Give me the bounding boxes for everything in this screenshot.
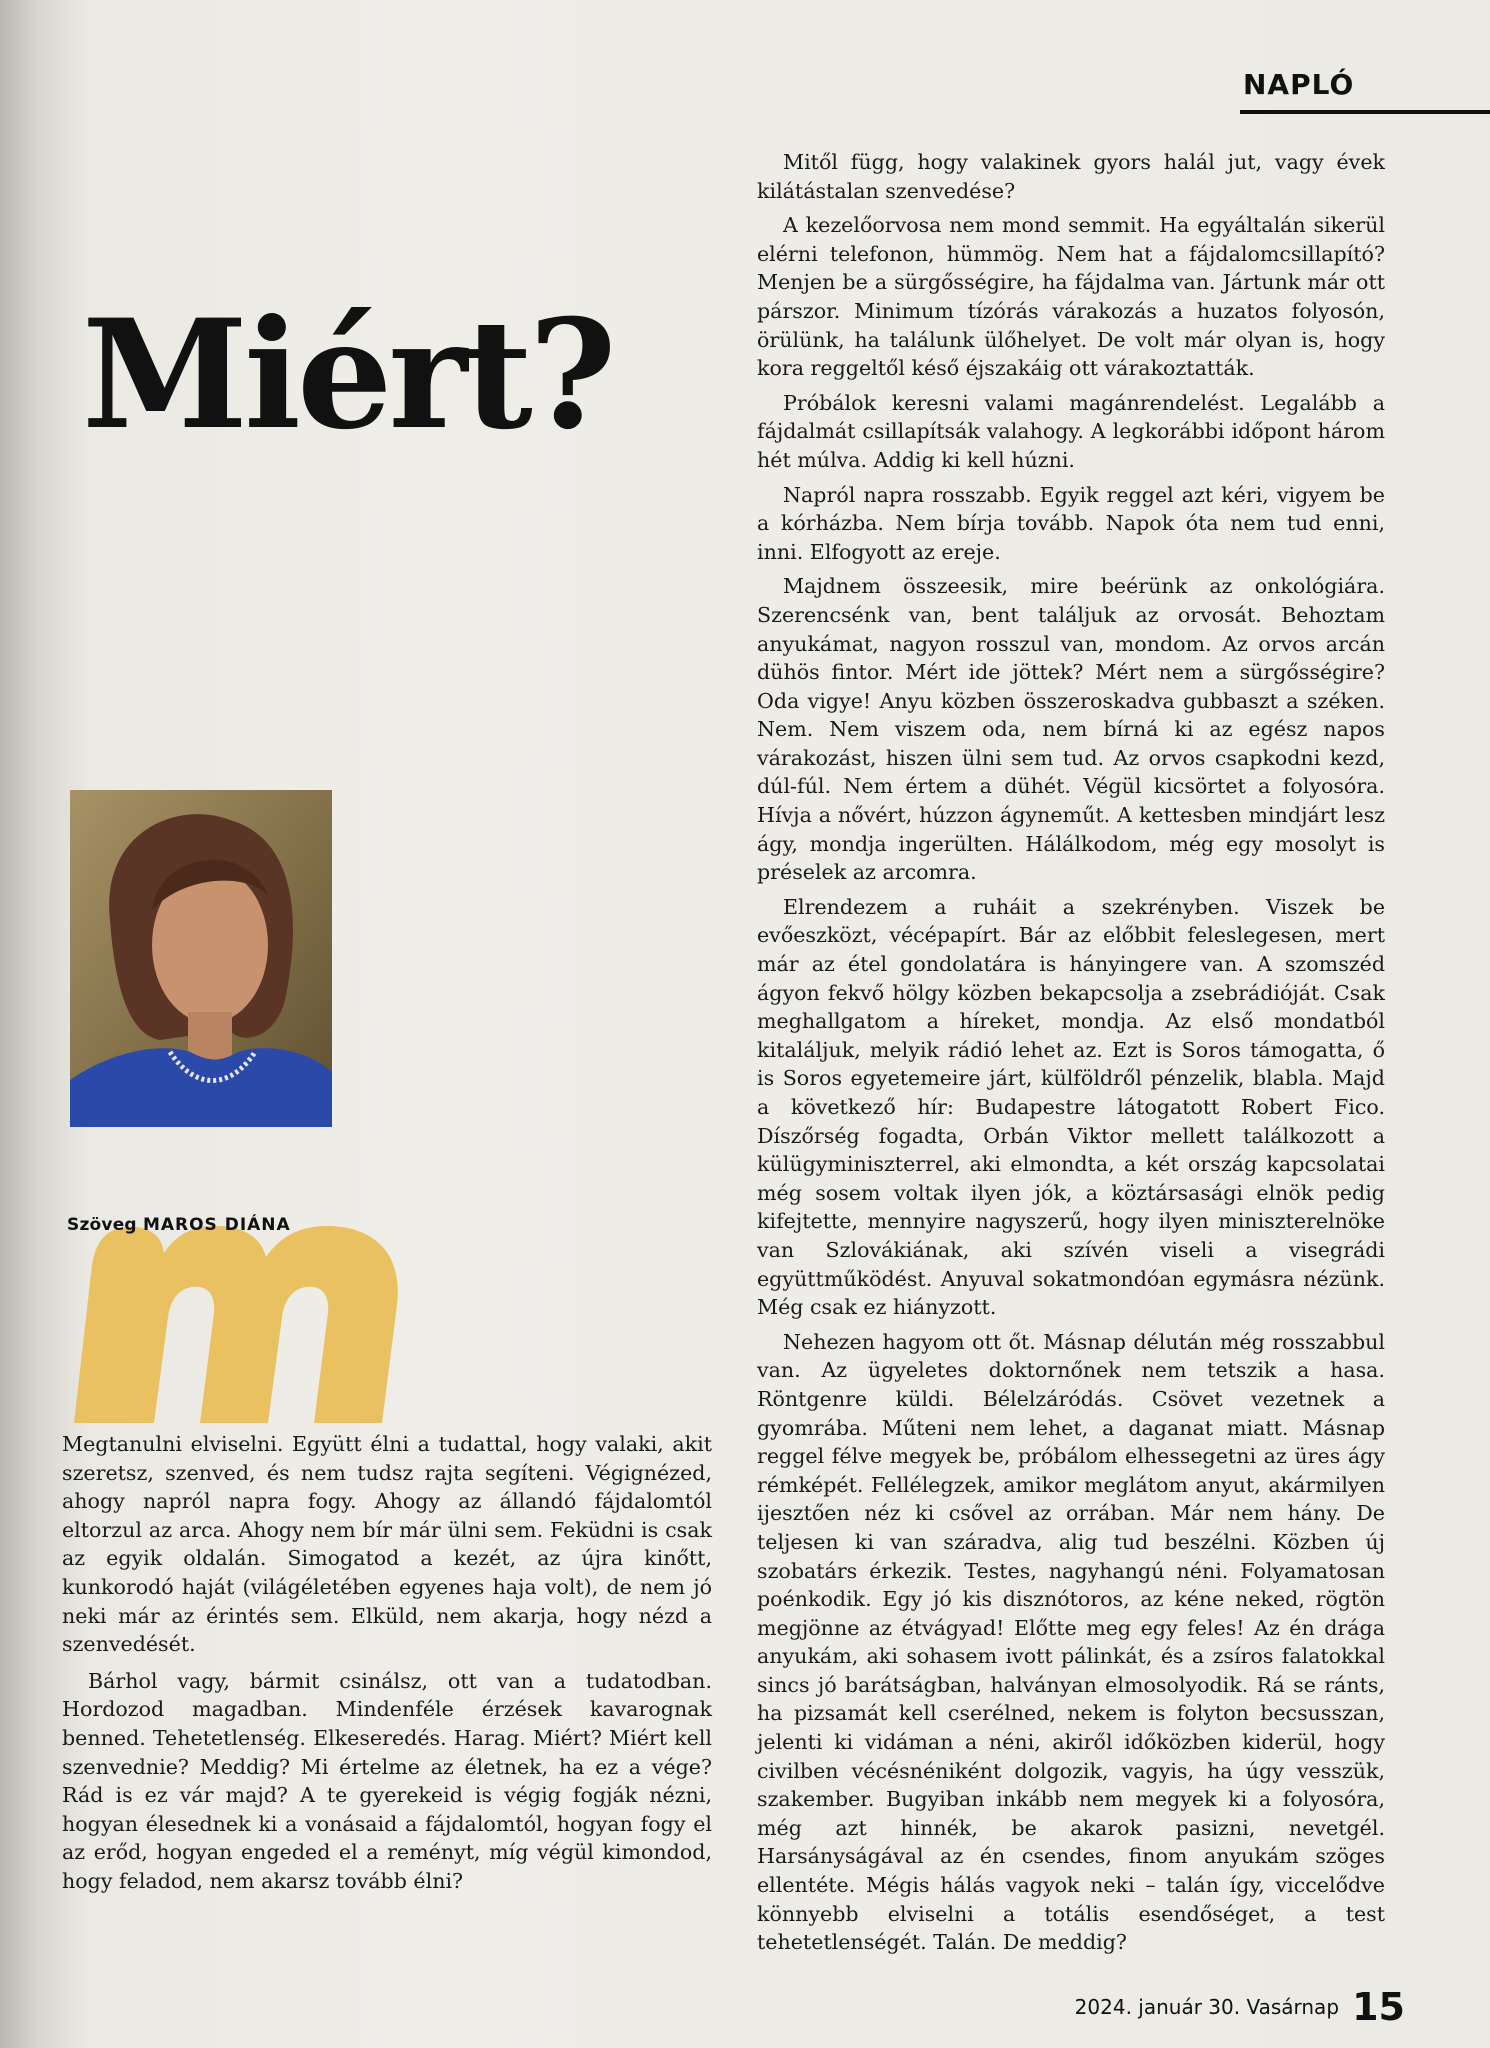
byline-prefix: Szöveg	[67, 1215, 137, 1235]
right-paragraph-6: Elrendezem a ruháit a szekrényben. Viszek be evőeszközt, vécépapírt. Bár az előbbit feleslegesen, mert már az étel gondolatára is hányingere van. A szomszéd ágyon fekvő hölgy közben bekapcsolja a zsebrádióját. Csak meghallgatom a híreket, mondja. Az első mondatból kitaláljuk, melyik rádió lehet az. Ezt is Soros támogatta, ő is Soros egyetemeire járt, külföldről pénzelik, blabla. Majd a következő hír: Budapestre látogatott Robert Fico. Díszőrség fogadta, Orbán Viktor mellett találkozott a külügyminiszterrel, aki elmondta, a két ország kapcsolatai még sosem voltak ilyen jók, a köztársasági elnök pedig kifejtette, mennyire nagyszerű, hogy ilyen miniszterelnöke van Szlovákiának, aki szívén viseli a visegrádi együttműködést. Anyuval sokatmondóan egymásra nézünk. Még csak ez hiányzott.	[757, 894, 1385, 1320]
right-paragraph-3: Próbálok keresni valami magánrendelést. Legalább a fájdalmát csillapítsák valahogy. A legkorábbi időpont három hét múlva. Addig ki kell húzni.	[757, 390, 1385, 472]
right-paragraph-2: A kezelőorvosa nem mond semmit. Ha egyáltalán sikerül elérni telefonon, hümmög. Nem hat a fájdalomcsillapító? Menjen be a sürgősségire, ha fájdalma van. Jártunk már ott párszor. Minimum tízórás várakozás a huzatos folyosón, örülünk, ha találunk ülőhelyet. De volt már olyan is, hogy kora reggeltől késő éjszakáig ott várakoztatták.	[757, 213, 1385, 381]
left-column	[62, 1430, 712, 1896]
section-label: NAPLÓ	[1243, 68, 1355, 101]
right-paragraph-1: Mitől függ, hogy valakinek gyors halál jut, vagy évek kilátástalan szenvedése?	[757, 150, 1385, 203]
headline: Miért?	[82, 287, 613, 463]
right-paragraph-7: Nehezen hagyom ott őt. Másnap délután még rosszabbul van. Az ügyeletes doktornőnek nem tetszik a hasa. Röntgenre küldi. Bélelzáródás. Csövet vezetnek a gyomrába. Műteni nem lehet, a daganat miatt. Másnap reggel félve megyek be, próbálom elhessegetni az üres ágy rémképét. Fellélegzek, amikor meglátom anyut, akármilyen ijesztően néz ki csővel az orrában. Már nem hány. De teljesen ki van száradva, alig tud beszélni. Közben új szobatárs érkezik. Testes, nagyhangú néni. Folyamatosan poénkodik. Egy jó kis disznótoros, az kéne neked, rögtön megjönne az étvágyad! Előtte meg egy feles! Az én drága anyukám, aki sohasem ivott pálinkát, és a zsíros falatokkal sincs jó barátságban, halványan elmosolyodik. Rá se ránts, ha pizsamát kell cserélned, nekem is folyton becsusszan, jelenti ki vidáman a néni, akiről időközben kiderül, hogy civilben vécésnéniként dolgozik, vagyis, ha úgy vesszük, szakember. Bugyiban inkább nem megyek ki a folyosóra, még azt hinnék, be akarok pasizni, nevetgél. Harsányságával az én csendes, finom anyukám szöges ellentéte. Mégis hálás vagyok neki – talán így, viccelődve könnyebb elviselni a totális esendőséget, a test tehetetlenségét. Talán. De meddig?	[757, 1329, 1385, 1955]
byline-author: MAROS DIÁNA	[142, 1215, 291, 1235]
footer-date: 2024. január 30. Vasárnap	[1074, 1995, 1340, 2019]
left-paragraph-1: Megtanulni elviselni. Együtt élni a tudattal, hogy valaki, akit szeretsz, szenved, és nem tudsz rajta segíteni. Végignézed, ahogy napról napra fogy. Ahogy az állandó fájdalomtól eltorzul az arca. Ahogy nem bír már ülni sem. Feküdni is csak az egyik oldalán. Simogatod a kezét, az újra kinőtt, kunkorodó haját (világéletében egyenes haja volt), de nem jó neki már az érintés sem. Elküld, nem akarja, hogy nézd a szenvedését.	[62, 1432, 712, 1657]
left-paragraph-2: Bárhol vagy, bármit csinálsz, ott van a tudatodban. Hordozod magadban. Mindenféle érzések kavarognak benned. Tehetetlenség. Elkeseredés. Harag. Miért? Miért kell szenvednie? Meddig? Mi értelme az életnek, ha ez a vége? Rád is ez vár majd? A te gyerekeid is végig fogják nézni, hogyan élesednek ki a vonásaid a fájdalomtól, hogyan fogy el az erőd, hogyan engeded el a reményt, míg végül kimondod, hogy feladod, nem akarsz tovább élni?	[62, 1668, 712, 1893]
author-photo	[70, 790, 332, 1127]
dropcap-m-graphic	[52, 1205, 424, 1423]
right-paragraph-5: Majdnem összeesik, mire beérünk az onkológiára. Szerencsénk van, bent találjuk az orvosát. Behoztam anyukámat, nagyon rosszul van, mondom. Az orvos arcán dühös fintor. Mért ide jöttek? Mért nem a sürgősségire? Oda vigye! Anyu közben összeroskadva gubbaszt a széken. Nem. Nem viszem oda, nem bírná ki az egész napos várakozást, hiszen ülni sem tud. Az orvos csapkodni kezd, dúl-fúl. Nem értem a dühét. Végül kicsörtet a folyosóra. Hívja a nővért, húzzon ágyneműt. A kettesben mindjárt lesz ágy, mondja ingerülten. Hálálkodom, még egy mosolyt is préselek az arcomra.	[757, 574, 1385, 885]
section-rule	[1240, 110, 1490, 114]
page-number: 15	[1352, 1985, 1405, 2029]
page-footer	[1075, 1985, 1405, 2029]
byline	[67, 1215, 291, 1235]
right-paragraph-4: Napról napra rosszabb. Egyik reggel azt kéri, vigyem be a kórházba. Nem bírja tovább. Napok óta nem tud enni, inni. Elfogyott az ereje.	[757, 482, 1385, 564]
right-column	[757, 148, 1385, 1963]
